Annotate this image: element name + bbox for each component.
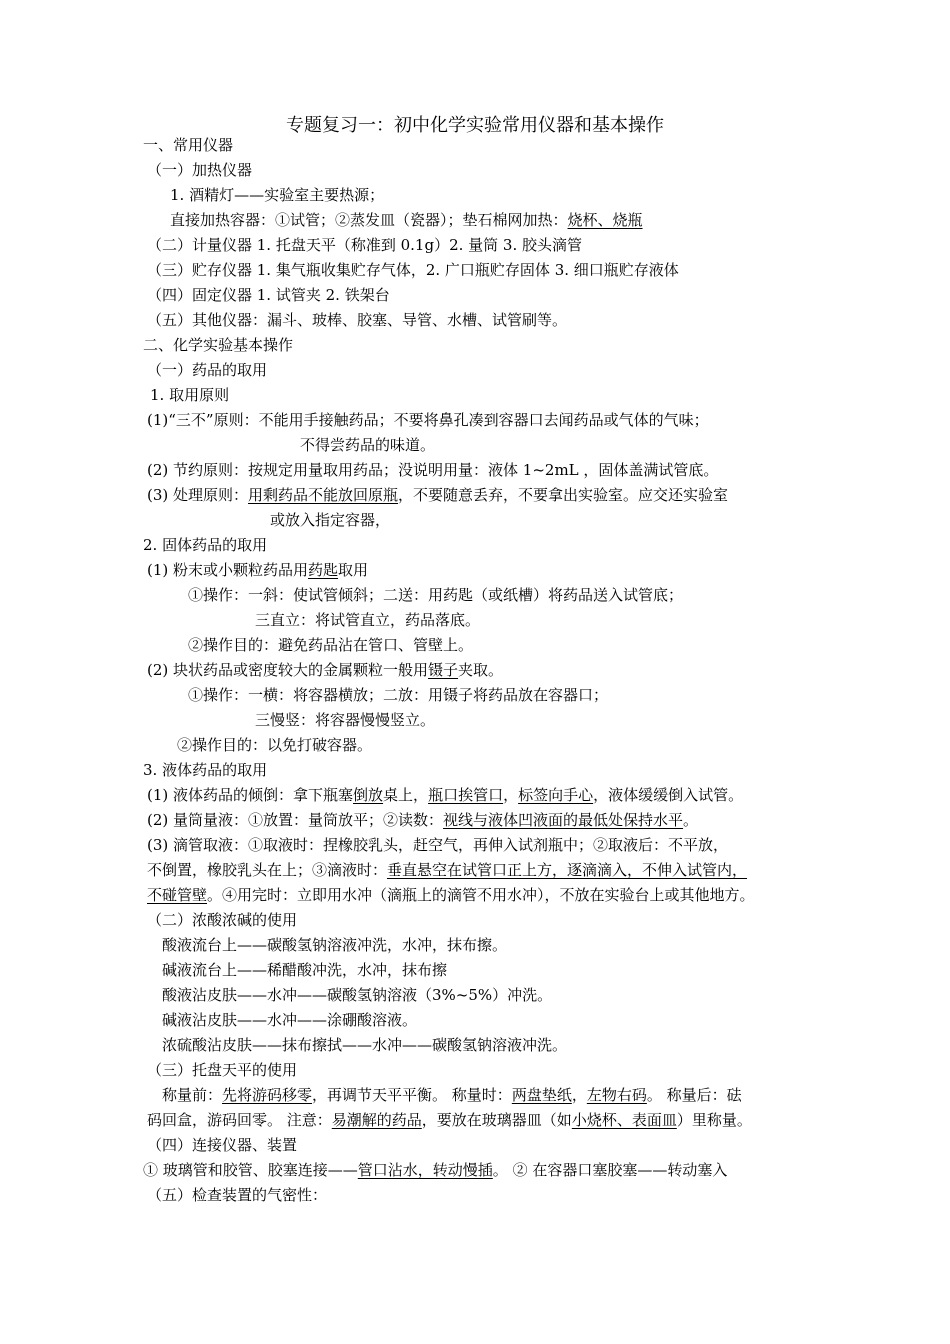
document-title: 专题复习一：初中化学实验常用仪器和基本操作: [286, 115, 664, 136]
text-line: [143, 759, 267, 781]
text-line: [147, 884, 755, 906]
text-segment: （五）检查装置的气密性：: [147, 1186, 328, 1204]
text-segment: 三慢竖：将容器慢慢竖立。: [255, 711, 436, 729]
text-line: [170, 209, 643, 231]
text-segment: 3. 液体药品的取用: [143, 761, 268, 779]
underlined-text: 瓶口挨管口: [428, 786, 504, 804]
text-segment: （四）连接仪器、装置: [147, 1136, 298, 1154]
text-segment: ① 玻璃管和胶管、胶塞连接——: [143, 1161, 358, 1179]
text-line: [147, 834, 728, 856]
text-segment: ，不要随意丢弃，不要拿出实验室。应交还实验室: [398, 486, 729, 504]
underlined-text: 垂直悬空在试管口正上方，逐滴滴入，不伸入试管内，: [387, 861, 748, 879]
text-line: [150, 384, 229, 406]
underlined-text: 标签向手心: [518, 786, 594, 804]
text-line: [177, 734, 372, 756]
text-segment: 2. 固体药品的取用: [143, 536, 268, 554]
text-segment: 。 ② 在容器口塞胶塞——转动塞入: [492, 1161, 728, 1179]
text-segment: 二、化学实验基本操作: [143, 336, 294, 354]
text-line: [147, 909, 297, 931]
text-line: [147, 659, 503, 681]
text-line: [147, 1109, 752, 1131]
text-line: [147, 359, 267, 381]
text-line: [300, 434, 435, 456]
text-segment: (3) 处理原则：: [147, 486, 249, 504]
text-segment: 桌上，: [383, 786, 429, 804]
text-segment: (3) 滴管取液：①取液时：捏橡胶乳头，赶空气，再伸入试剂瓶中；②取液后：不平放，: [147, 836, 729, 854]
text-segment: （三）贮存仪器 1. 集气瓶收集贮存气体，2. 广口瓶贮存固体 3. 细口瓶贮存液体: [147, 261, 679, 279]
text-segment: 1. 取用原则: [150, 386, 230, 404]
text-segment: (2) 节约原则：按规定用量取用药品；没说明用量：液体 1~2mL ，固体盖满试管底。: [147, 461, 719, 479]
text-segment: ，要放在玻璃器皿（如: [421, 1111, 572, 1129]
text-line: [170, 184, 384, 206]
text-line: [147, 784, 743, 806]
text-segment: 酸液沾皮肤——水冲——碳酸氢钠溶液（3%~5%）冲洗。: [162, 986, 553, 1004]
text-segment: ②操作目的：避免药品沾在管口、管壁上。: [188, 636, 474, 654]
text-segment: 碱液流台上——稀醋酸冲洗，水冲，抹布擦: [162, 961, 448, 979]
text-line: [143, 334, 293, 356]
text-segment: 一、常用仪器: [143, 136, 234, 154]
text-line: [147, 159, 252, 181]
text-segment: （二）计量仪器 1. 托盘天平（称准到 0.1g）2. 量筒 3. 胶头滴管: [147, 236, 583, 254]
underlined-text: 烧杯、烧瓶: [567, 211, 643, 229]
underlined-text: 视线与液体凹液面的最低处保持水平: [443, 811, 684, 829]
text-segment: (1) 粉末或小颗粒药品用: [147, 561, 309, 579]
text-line: [147, 1059, 297, 1081]
underlined-text: 用剩药品不能放回原瓶: [248, 486, 399, 504]
text-segment: ，再调节天平平衡。 称量时：: [312, 1086, 512, 1104]
text-line: [143, 534, 267, 556]
text-line: [147, 459, 718, 481]
underlined-text: 管口沾水，转动慢插: [357, 1161, 493, 1179]
text-segment: (1)“三不”原则：不能用手接触药品；不要将鼻孔凑到容器口去闻药品或气体的气味；: [147, 411, 709, 429]
text-segment: (2) 块状药品或密度较大的金属颗粒一般用: [147, 661, 429, 679]
text-line: [147, 559, 368, 581]
text-segment: ①操作：一横：将容器横放；二放：用镊子将药品放在容器口；: [188, 686, 609, 704]
text-segment: ，: [571, 1086, 587, 1104]
text-segment: 。: [683, 811, 699, 829]
text-line: [188, 584, 683, 606]
text-line: [143, 1159, 727, 1181]
text-segment: 。 称量后：砝: [646, 1086, 742, 1104]
text-segment: ，液体缓缓倒入试管。: [593, 786, 744, 804]
underlined-text: 倒放: [353, 786, 384, 804]
text-segment: (1) 液体药品的倾倒：拿下瓶塞: [147, 786, 354, 804]
text-line: [147, 309, 567, 331]
text-line: [147, 1134, 297, 1156]
underlined-text: 药匙: [308, 561, 339, 579]
text-segment: 1. 酒精灯——实验室主要热源；: [170, 186, 385, 204]
text-line: [147, 259, 679, 281]
text-segment: ①操作：一斜：使试管倾斜；二送：用药匙（或纸槽）将药品送入试管底；: [188, 586, 684, 604]
text-segment: (2) 量筒量液：①放置：量筒放平；②读数：: [147, 811, 444, 829]
text-line: [162, 959, 447, 981]
text-segment: （二）浓酸浓碱的使用: [147, 911, 298, 929]
text-segment: （三）托盘天平的使用: [147, 1061, 298, 1079]
text-line: [147, 409, 709, 431]
text-segment: （四）固定仪器 1. 试管夹 2. 铁架台: [147, 286, 390, 304]
underlined-text: 两盘垫纸: [511, 1086, 572, 1104]
text-segment: 三直立：将试管直立，药品落底。: [255, 611, 481, 629]
underlined-text: 易潮解的药品: [331, 1111, 422, 1129]
underlined-text: 不碰管壁: [147, 886, 208, 904]
text-line: [162, 1009, 417, 1031]
underlined-text: 左物右码: [586, 1086, 647, 1104]
text-line: [147, 284, 390, 306]
text-line: [147, 859, 747, 881]
text-segment: ②操作目的：以免打破容器。: [177, 736, 373, 754]
text-line: [162, 1034, 567, 1056]
text-line: [188, 684, 608, 706]
text-line: [147, 484, 728, 506]
text-line: [162, 984, 552, 1006]
text-line: [270, 509, 390, 531]
text-segment: 夹取。: [458, 661, 504, 679]
text-line: [188, 634, 473, 656]
text-segment: 酸液流台上——碳酸氢钠溶液冲洗，水冲，抹布擦。: [162, 936, 508, 954]
underlined-text: 镊子: [428, 661, 459, 679]
text-segment: 取用: [338, 561, 369, 579]
text-segment: （五）其他仪器：漏斗、玻棒、胶塞、导管、水槽、试管刷等。: [147, 311, 568, 329]
underlined-text: 小烧杯、表面皿: [571, 1111, 677, 1129]
text-line: [255, 709, 435, 731]
text-segment: 称量前：: [162, 1086, 223, 1104]
text-segment: 浓硫酸沾皮肤——抹布擦拭——水冲——碳酸氢钠溶液冲洗。: [162, 1036, 568, 1054]
text-segment: ，: [503, 786, 519, 804]
underlined-text: 先将游码移零: [222, 1086, 313, 1104]
text-segment: 不得尝药品的味道。: [300, 436, 436, 454]
text-line: [147, 1184, 327, 1206]
text-segment: 。④用完时：立即用水冲（滴瓶上的滴管不用水冲），不放在实验台上或其他地方。: [207, 886, 755, 904]
text-segment: 直接加热容器：①试管；②蒸发皿（瓷器）；垫石棉网加热：: [170, 211, 568, 229]
text-line: [143, 134, 233, 156]
text-segment: ）里称量。: [676, 1111, 752, 1129]
text-line: [162, 1084, 742, 1106]
text-segment: 或放入指定容器，: [270, 511, 391, 529]
text-segment: （一）药品的取用: [147, 361, 268, 379]
text-segment: 碱液沾皮肤——水冲——涂硼酸溶液。: [162, 1011, 418, 1029]
text-line: [255, 609, 480, 631]
text-segment: 码回盒，游码回零。 注意：: [147, 1111, 332, 1129]
text-segment: （一）加热仪器: [147, 161, 253, 179]
text-line: [162, 934, 507, 956]
text-segment: 不倒置，橡胶乳头在上；③滴液时：: [147, 861, 388, 879]
text-line: [147, 809, 698, 831]
text-line: [147, 234, 582, 256]
